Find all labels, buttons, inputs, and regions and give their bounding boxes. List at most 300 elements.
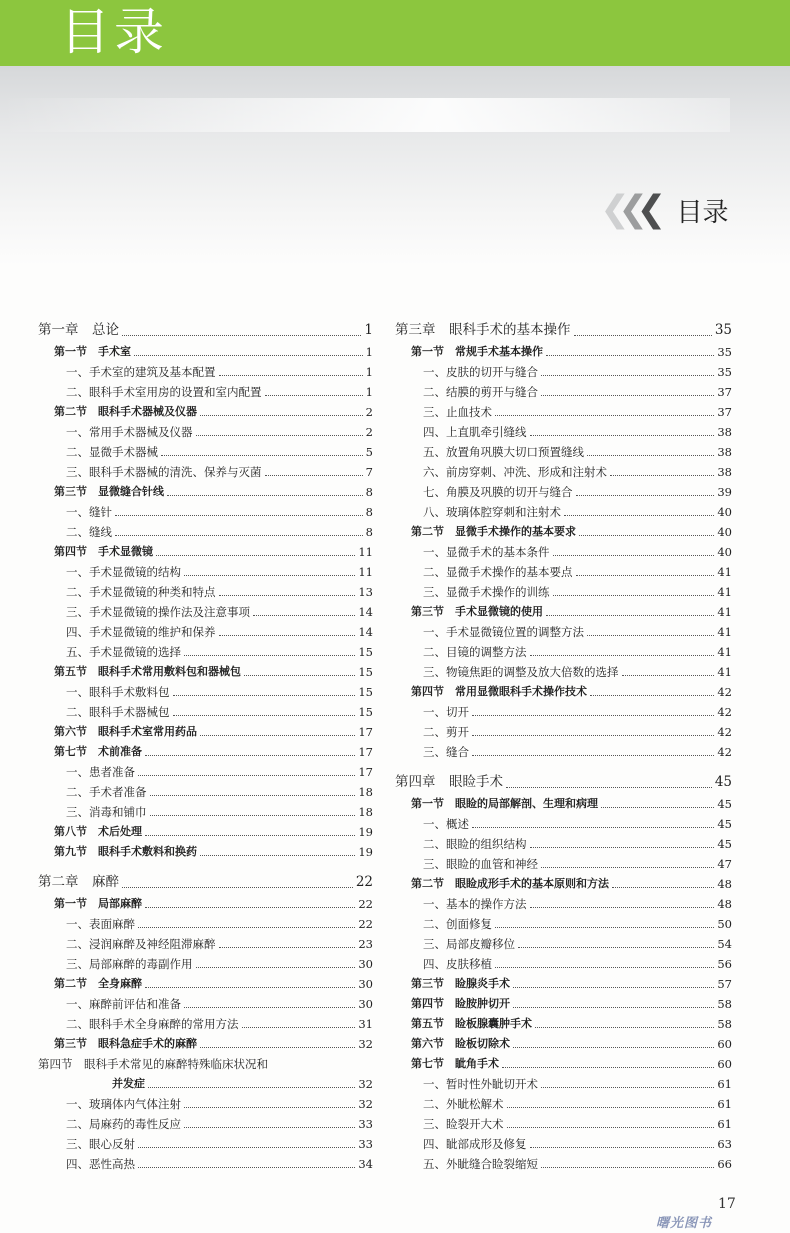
toc-entry-label: 二、眼科手术全身麻醉的常用方法 — [66, 1017, 239, 1031]
toc-entry-sec — [395, 974, 732, 994]
toc-entry-chap — [395, 318, 732, 342]
toc-entry-label: 四、皮肤移植 — [423, 957, 492, 971]
dot-leader — [541, 1087, 714, 1088]
toc-entry-page: 2 — [365, 425, 373, 439]
toc-entry-item — [38, 602, 373, 622]
toc-entry-page: 19 — [358, 825, 373, 839]
toc-entry-label: 三、眼科手术器械的清洗、保养与灭菌 — [66, 465, 262, 479]
dot-leader — [622, 675, 715, 676]
toc-entry-label: 三、眼睑的血管和神经 — [423, 857, 538, 871]
toc-entry-page: 48 — [717, 877, 732, 891]
toc-entry-label: 第一章 总论 — [38, 322, 119, 338]
toc-entry-label: 一、基本的操作方法 — [423, 897, 527, 911]
toc-entry-item — [38, 702, 373, 722]
decorative-band — [0, 66, 790, 266]
toc-entry-page: 8 — [365, 525, 373, 539]
dot-leader — [219, 947, 356, 948]
toc-entry-sec — [395, 602, 732, 622]
toc-entry-label: 三、显微手术操作的训练 — [423, 585, 550, 599]
dot-leader — [541, 1167, 714, 1168]
toc-entry-page: 32 — [358, 1097, 373, 1111]
toc-entry-label: 第一节 局部麻醉 — [54, 897, 142, 910]
toc-entry-label: 一、表面麻醉 — [66, 917, 135, 931]
dot-leader — [134, 355, 363, 356]
toc-entry-label: 三、缝合 — [423, 745, 469, 759]
toc-entry-item — [38, 914, 373, 934]
toc-entry-label: 二、结膜的剪开与缝合 — [423, 385, 538, 399]
toc-entry-page: 39 — [717, 485, 732, 499]
toc-entry-label: 三、手术显微镜的操作法及注意事项 — [66, 605, 250, 619]
toc-entry-sec — [395, 682, 732, 702]
toc-entry-label: 一、玻璃体内气体注射 — [66, 1097, 181, 1111]
dot-leader — [138, 1167, 355, 1168]
toc-entry-page: 30 — [358, 977, 373, 991]
dot-leader — [115, 515, 363, 516]
toc-entry-page: 1 — [365, 345, 373, 359]
toc-entry-page: 14 — [358, 605, 373, 619]
toc-entry-label: 三、止血技术 — [423, 405, 492, 419]
toc-entry-page: 40 — [717, 505, 732, 519]
toc-entry-page: 42 — [717, 685, 732, 699]
toc-entry-label: 一、眼科手术敷料包 — [66, 685, 170, 699]
dot-leader — [184, 1127, 355, 1128]
toc-entry-page: 61 — [717, 1117, 732, 1131]
toc-entry-label: 第三节 手术显微镜的使用 — [411, 605, 543, 618]
toc-entry-page: 30 — [358, 997, 373, 1011]
dot-leader — [472, 715, 714, 716]
toc-entry-label: 第三节 眼科急症手术的麻醉 — [54, 1037, 197, 1050]
toc-entry-page: 7 — [365, 465, 373, 479]
toc-entry-page: 56 — [717, 957, 732, 971]
dot-leader — [184, 1107, 355, 1108]
toc-entry-item — [38, 1154, 373, 1174]
toc-entry-item — [395, 742, 732, 762]
toc-entry-item — [38, 442, 373, 462]
toc-entry-item — [38, 1114, 373, 1134]
toc-entry-label: 二、眼睑的组织结构 — [423, 837, 527, 851]
toc-entry-chap — [38, 870, 373, 894]
toc-entry-page: 35 — [717, 365, 732, 379]
dot-leader — [145, 907, 355, 908]
dot-leader — [156, 555, 355, 556]
toc-left-column — [38, 318, 373, 1174]
toc-entry-page: 61 — [717, 1077, 732, 1091]
dot-leader — [541, 867, 714, 868]
dot-leader — [219, 595, 356, 596]
dot-leader — [541, 395, 714, 396]
dot-leader — [122, 887, 353, 888]
dot-leader — [546, 355, 714, 356]
dot-leader — [148, 1087, 355, 1088]
toc-entry-label: 第一节 手术室 — [54, 345, 131, 358]
toc-entry-sec — [38, 542, 373, 562]
dot-leader — [530, 655, 715, 656]
toc-entry-page: 19 — [358, 845, 373, 859]
toc-entry-label: 二、手术者准备 — [66, 785, 147, 799]
chevron-left-icon: ❮❮❮ — [600, 189, 655, 230]
toc-entry-label: 第三节 睑腺炎手术 — [411, 977, 510, 990]
dot-leader — [138, 1147, 355, 1148]
toc-entry-page: 41 — [717, 585, 732, 599]
toc-entry-label: 三、局部麻醉的毒副作用 — [66, 957, 193, 971]
header-banner — [0, 0, 790, 66]
toc-entry-item — [395, 642, 732, 662]
toc-entry-label: 三、眼心反射 — [66, 1137, 135, 1151]
toc-entry-page: 45 — [717, 797, 732, 811]
toc-entry-page: 18 — [358, 805, 373, 819]
toc-entry-label: 第二节 显微手术操作的基本要求 — [411, 525, 576, 538]
toc-entry-sec — [38, 722, 373, 742]
toc-entry-item — [38, 522, 373, 542]
toc-entry-item — [395, 502, 732, 522]
toc-entry-label: 第二节 眼科手术器械及仪器 — [54, 405, 197, 418]
toc-entry-label: 第四节 常用显微眼科手术操作技术 — [411, 685, 587, 698]
dot-leader — [200, 735, 355, 736]
dot-leader — [495, 927, 714, 928]
toc-entry-page: 11 — [358, 565, 373, 579]
toc-entry-item — [395, 894, 732, 914]
toc-entry-label: 一、暂时性外眦切开术 — [423, 1077, 538, 1091]
toc-entry-label: 一、缝针 — [66, 505, 112, 519]
toc-entry-page: 38 — [717, 445, 732, 459]
toc-entry-label: 四、手术显微镜的维护和保养 — [66, 625, 216, 639]
toc-entry-item — [395, 1154, 732, 1174]
toc-entry-label: 二、局麻药的毒性反应 — [66, 1117, 181, 1131]
toc-entry-sec — [38, 742, 373, 762]
toc-entry-page: 1 — [364, 322, 373, 338]
dot-leader — [507, 1127, 715, 1128]
toc-entry-label: 六、前房穿刺、冲洗、形成和注射术 — [423, 465, 607, 479]
dot-leader — [115, 535, 363, 536]
toc-entry-item — [395, 462, 732, 482]
toc-entry-label: 二、外眦松解术 — [423, 1097, 504, 1111]
dot-leader — [167, 495, 363, 496]
toc-entry-item — [395, 1074, 732, 1094]
banner-title: 目录 — [60, 3, 168, 61]
toc-entry-label: 第七节 眦角手术 — [411, 1057, 499, 1070]
dot-leader — [173, 695, 356, 696]
toc-entry-label: 第三章 眼科手术的基本操作 — [395, 322, 571, 338]
dot-leader — [253, 615, 355, 616]
toc-entry-page: 32 — [358, 1037, 373, 1051]
toc-entry-label: 一、手术显微镜位置的调整方法 — [423, 625, 584, 639]
toc-entry-item — [38, 462, 373, 482]
toc-entry-label: 一、手术显微镜的结构 — [66, 565, 181, 579]
toc-entry-label: 四、恶性高热 — [66, 1157, 135, 1171]
dot-leader — [472, 735, 714, 736]
dot-leader — [138, 775, 355, 776]
toc-entry-item — [38, 994, 373, 1014]
toc-entry-label: 二、剪开 — [423, 725, 469, 739]
toc-entry-page: 58 — [717, 997, 732, 1011]
toc-entry-label: 一、显微手术的基本条件 — [423, 545, 550, 559]
toc-entry-label: 二、缝线 — [66, 525, 112, 539]
toc-entry-page: 11 — [358, 545, 373, 559]
toc-entry-item — [38, 362, 373, 382]
toc-entry-label: 一、概述 — [423, 817, 469, 831]
toc-entry-page: 22 — [358, 897, 373, 911]
toc-entry-label: 第七节 术前准备 — [54, 745, 142, 758]
toc-entry-sec — [38, 1034, 373, 1054]
dot-leader — [530, 435, 715, 436]
dot-leader — [173, 715, 356, 716]
toc-entry-label: 第九节 眼科手术敷料和换药 — [54, 845, 197, 858]
toc-entry-item — [38, 1094, 373, 1114]
dot-leader — [200, 1047, 355, 1048]
toc-heading — [600, 188, 729, 232]
dot-leader — [587, 455, 714, 456]
toc-entry-sec — [395, 994, 732, 1014]
dot-leader — [530, 1147, 715, 1148]
toc-entry-page: 8 — [365, 505, 373, 519]
dot-leader — [513, 987, 714, 988]
dot-leader — [601, 807, 714, 808]
dot-leader — [145, 987, 355, 988]
toc-entry-page: 13 — [358, 585, 373, 599]
dot-leader — [530, 847, 715, 848]
toc-entry-page: 33 — [358, 1137, 373, 1151]
toc-entry-item — [395, 542, 732, 562]
toc-entry-item — [38, 954, 373, 974]
toc-entry-item — [395, 442, 732, 462]
toc-entry-page: 37 — [717, 405, 732, 419]
toc-entry-page: 23 — [358, 937, 373, 951]
toc-entry-sec — [38, 894, 373, 914]
dot-leader — [150, 795, 356, 796]
toc-entry-label: 二、创面修复 — [423, 917, 492, 931]
toc-entry-page: 22 — [358, 917, 373, 931]
toc-entry-page: 61 — [717, 1097, 732, 1111]
toc-entry-page: 63 — [717, 1137, 732, 1151]
toc-entry-item — [38, 642, 373, 662]
dot-leader — [242, 1027, 356, 1028]
toc-entry-page: 41 — [717, 665, 732, 679]
dot-leader — [196, 435, 363, 436]
toc-right-column — [395, 318, 732, 1174]
dot-leader — [530, 907, 715, 908]
toc-entry-page: 18 — [358, 785, 373, 799]
toc-entry-page: 32 — [358, 1077, 373, 1091]
toc-entry-label: 一、常用手术器械及仪器 — [66, 425, 193, 439]
toc-entry-label: 第八节 术后处理 — [54, 825, 142, 838]
toc-entry-label: 三、物镜焦距的调整及放大倍数的选择 — [423, 665, 619, 679]
toc-entry-sec — [38, 842, 373, 862]
dot-leader — [590, 695, 714, 696]
toc-entry-label: 一、皮肤的切开与缝合 — [423, 365, 538, 379]
dot-leader — [472, 827, 714, 828]
toc-entry-page: 17 — [358, 745, 373, 759]
toc-entry-label: 一、麻醉前评估和准备 — [66, 997, 181, 1011]
dot-leader — [122, 335, 361, 336]
toc-entry-page: 22 — [355, 874, 373, 890]
toc-entry-page: 15 — [358, 665, 373, 679]
toc-entry-label: 五、放置角巩膜大切口预置缝线 — [423, 445, 584, 459]
toc-entry-item — [38, 1014, 373, 1034]
toc-entry-sec — [38, 402, 373, 422]
dot-leader — [196, 967, 356, 968]
dot-leader — [472, 755, 714, 756]
toc-entry-page: 15 — [358, 645, 373, 659]
toc-entry-page: 15 — [358, 685, 373, 699]
dot-leader — [150, 815, 356, 816]
dot-leader — [219, 375, 363, 376]
toc-entry-label: 第二节 眼睑成形手术的基本原则和方法 — [411, 877, 609, 890]
dot-leader — [564, 515, 714, 516]
toc-entry-item — [395, 362, 732, 382]
dot-leader — [518, 947, 714, 948]
toc-entry-label: 一、切开 — [423, 705, 469, 719]
toc-entry-sec — [38, 342, 373, 362]
dot-leader — [219, 635, 356, 636]
toc-entry-item — [395, 562, 732, 582]
publisher-watermark: 曙光图书 — [656, 1216, 713, 1231]
dot-leader — [200, 855, 355, 856]
toc-entry-label: 三、消毒和铺巾 — [66, 805, 147, 819]
dot-leader — [546, 615, 714, 616]
page-number: 17 — [718, 1196, 736, 1212]
dot-leader — [587, 635, 714, 636]
toc-entry-chap — [395, 770, 732, 794]
toc-entry-item — [38, 1134, 373, 1154]
dot-leader — [535, 1027, 714, 1028]
toc-entry-label: 第四节 睑胺肿切开 — [411, 997, 510, 1010]
toc-entry-label: 五、外眦缝合睑裂缩短 — [423, 1157, 538, 1171]
toc-entry-sec — [38, 482, 373, 502]
toc-entry-item — [395, 914, 732, 934]
toc-entry-sec — [395, 522, 732, 542]
toc-entry-sec — [395, 1034, 732, 1054]
dot-leader — [576, 575, 715, 576]
toc-entry-sec — [395, 342, 732, 362]
toc-entry-label: 并发症 — [112, 1077, 145, 1090]
toc-entry-page: 48 — [717, 897, 732, 911]
dot-leader — [184, 1007, 355, 1008]
toc-entry-sec — [395, 1054, 732, 1074]
toc-entry-label: 二、手术显微镜的种类和特点 — [66, 585, 216, 599]
toc-entry-label: 四、眦部成形及修复 — [423, 1137, 527, 1151]
toc-entry-label: 第五节 睑板腺囊肿手术 — [411, 1017, 532, 1030]
dot-leader — [507, 1107, 715, 1108]
toc-entry-page: 35 — [714, 322, 732, 338]
toc-entry-item — [395, 814, 732, 834]
toc-entry-item — [395, 1134, 732, 1154]
toc-entry-item — [395, 622, 732, 642]
toc-entry-label: 二、浸润麻醉及神经阻滞麻醉 — [66, 937, 216, 951]
dot-leader — [553, 555, 715, 556]
toc-entry-item — [395, 1114, 732, 1134]
toc-entry-page: 17 — [358, 725, 373, 739]
toc-entry-page: 45 — [717, 837, 732, 851]
toc-entry-sec — [38, 822, 373, 842]
toc-entry-page: 5 — [365, 445, 373, 459]
toc-entry-page: 60 — [717, 1037, 732, 1051]
toc-entry-item — [395, 854, 732, 874]
dot-leader — [200, 415, 363, 416]
dot-leader — [265, 475, 363, 476]
toc-entry-item — [38, 762, 373, 782]
toc-entry-sec — [395, 874, 732, 894]
dot-leader — [184, 655, 355, 656]
toc-entry-item — [395, 834, 732, 854]
toc-entry-item — [395, 954, 732, 974]
toc-entry-page: 42 — [717, 705, 732, 719]
toc-heading-text: 目录 — [676, 197, 729, 228]
dot-leader — [138, 927, 355, 928]
toc-entry-label: 一、手术室的建筑及基本配置 — [66, 365, 216, 379]
toc-entry-label: 二、目镜的调整方法 — [423, 645, 527, 659]
toc-entry-label: 二、眼科手术室用房的设置和室内配置 — [66, 385, 262, 399]
toc-entry-item — [395, 722, 732, 742]
toc-entry-item — [395, 662, 732, 682]
toc-entry-page: 42 — [717, 725, 732, 739]
dot-leader — [161, 455, 363, 456]
dot-leader — [265, 395, 363, 396]
toc-entry-sec — [395, 794, 732, 814]
toc-entry-item — [395, 582, 732, 602]
toc-entry-sec — [395, 1014, 732, 1034]
toc-entry-page: 58 — [717, 1017, 732, 1031]
toc-entry-page: 40 — [717, 525, 732, 539]
toc-entry-item — [38, 502, 373, 522]
toc-entry-label: 二、眼科手术器械包 — [66, 705, 170, 719]
toc-entry-page: 66 — [717, 1157, 732, 1171]
decorative-streak — [0, 98, 730, 132]
toc-entry-page: 30 — [358, 957, 373, 971]
toc-entry-page: 31 — [358, 1017, 373, 1031]
toc-entry-page: 50 — [717, 917, 732, 931]
toc-entry-item — [38, 682, 373, 702]
toc-entry-item — [38, 802, 373, 822]
toc-entry-item — [38, 562, 373, 582]
toc-entry-item — [395, 934, 732, 954]
toc-entry-item — [38, 934, 373, 954]
toc-entry-page: 45 — [714, 774, 732, 790]
dot-leader — [513, 1007, 714, 1008]
toc-entry-label: 一、患者准备 — [66, 765, 135, 779]
toc-entry-page: 17 — [358, 765, 373, 779]
toc-entry-item — [395, 482, 732, 502]
toc-entry-label: 二、显微手术器械 — [66, 445, 158, 459]
toc-entry-chap — [38, 318, 373, 342]
toc-entry-page: 37 — [717, 385, 732, 399]
toc-entry-page: 8 — [365, 485, 373, 499]
dot-leader — [541, 375, 714, 376]
toc-entry-page: 14 — [358, 625, 373, 639]
toc-entry-page: 1 — [365, 365, 373, 379]
toc-entry-label: 八、玻璃体腔穿刺和注射术 — [423, 505, 561, 519]
dot-leader — [612, 887, 714, 888]
toc-entry-item — [395, 382, 732, 402]
toc-entry-label: 第四节 眼科手术常见的麻醉特殊临床状况和 — [38, 1057, 268, 1071]
dot-leader — [576, 495, 715, 496]
toc-entry-item — [38, 782, 373, 802]
toc-entry-label: 第一节 常规手术基本操作 — [411, 345, 543, 358]
toc-entry-sec — [38, 662, 373, 682]
toc-entry-page: 42 — [717, 745, 732, 759]
dot-leader — [574, 335, 712, 336]
dot-leader — [495, 415, 714, 416]
toc-entry-label: 第六节 眼科手术室常用药品 — [54, 725, 197, 738]
toc-entry-page: 38 — [717, 465, 732, 479]
toc-entry-page: 47 — [717, 857, 732, 871]
dot-leader — [495, 967, 714, 968]
toc-entry-item — [395, 402, 732, 422]
dot-leader — [244, 675, 355, 676]
toc-entry-label: 七、角膜及巩膜的切开与缝合 — [423, 485, 573, 499]
toc-entry-label: 五、手术显微镜的选择 — [66, 645, 181, 659]
toc-entry-label: 三、局部皮瓣移位 — [423, 937, 515, 951]
toc-entry-page: 1 — [365, 385, 373, 399]
